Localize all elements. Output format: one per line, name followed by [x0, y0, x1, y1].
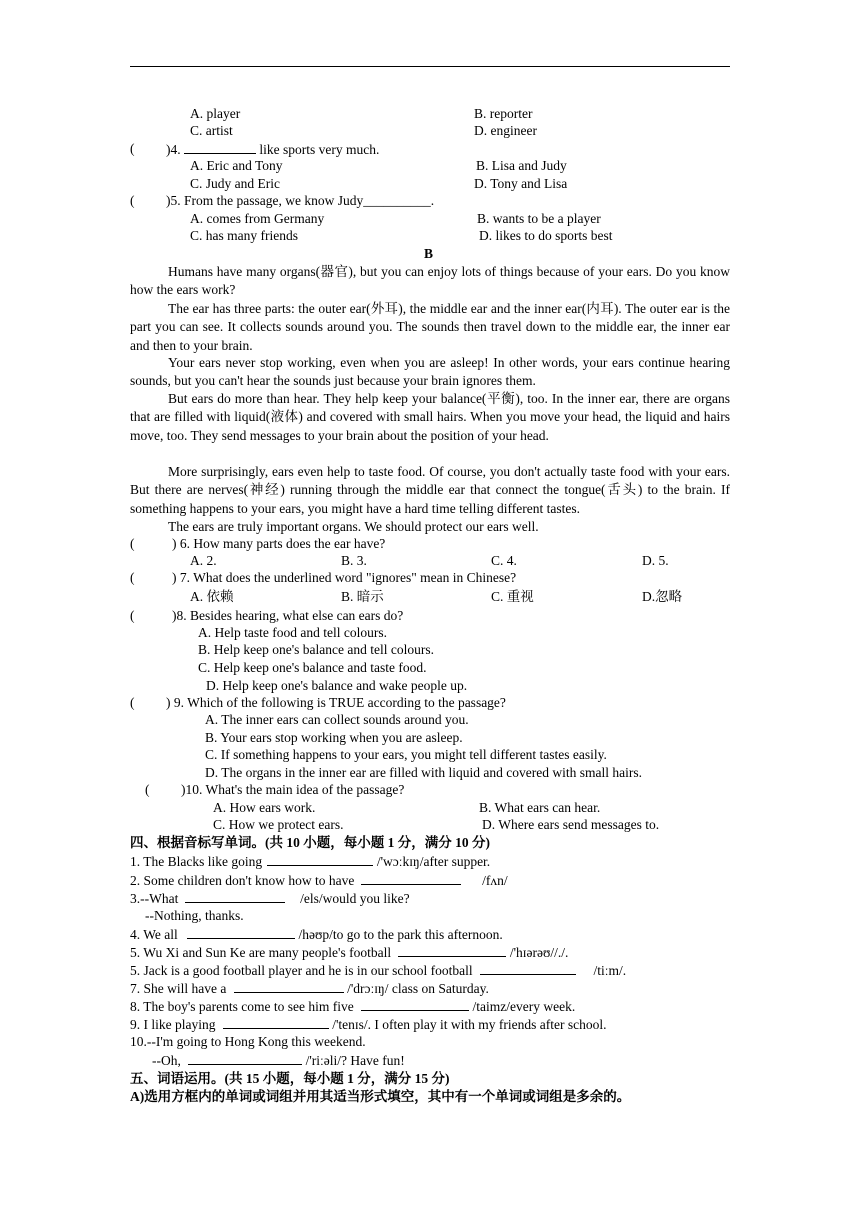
s4-item-7-phonetic: /'drɔːɪŋ/ class on Saturday.: [347, 981, 489, 996]
s4-item-8-phonetic: /taimz/every week.: [472, 999, 576, 1014]
q6-option-b: B. 3.: [341, 553, 367, 568]
s4-item-9: [130, 1016, 606, 1033]
s4-item-5-phonetic: /'hɪərəʊ//./.: [509, 945, 569, 960]
q8-option-b: B. Help keep one's balance and tell colours.: [198, 642, 434, 657]
q4-number: )4.: [166, 142, 181, 157]
s4-item-3-phonetic: /els/would you like?: [300, 891, 410, 906]
s4-item-1-phonetic: /'wɔːkɪŋ/after supper.: [376, 854, 491, 869]
s4-item-2-blank[interactable]: [361, 872, 461, 885]
s4-item-3-reply: --Nothing, thanks.: [145, 908, 244, 923]
s4-item-4-blank[interactable]: [187, 926, 295, 939]
q7-option-a: A. 依赖: [190, 589, 234, 604]
q4-option-d: D. Tony and Lisa: [474, 176, 568, 191]
q10-option-d: D. Where ears send messages to.: [482, 817, 660, 832]
q5-option-b: B. wants to be a player: [477, 211, 601, 226]
q8-stem: )8. Besides hearing, what else can ears do?: [172, 608, 404, 623]
q6-paren: (: [130, 536, 135, 551]
section-b-heading: B: [424, 246, 434, 261]
s4-item-10: 10.--I'm going to Hong Kong this weekend.: [130, 1034, 366, 1049]
passage-paragraph-6: The ears are truly important organs. We should protect our ears well.: [168, 519, 539, 534]
q6-option-c: C. 4.: [491, 553, 517, 568]
section-5-heading: 五、词语运用。(共 15 小题，每小题 1 分，满分 15 分): [130, 1071, 450, 1086]
q7-paren: (: [130, 570, 135, 585]
s4-item-7-text: 7. She will have a: [130, 981, 227, 996]
passage-paragraph-5: More surprisingly, ears even help to taste food. Of course, you don't actually taste food with your ears. But there are nerves(神经) running through the middle ear that connect the tongue(舌头) to the brain. If something happens to your ears, you might have a hard time telling different tastes.: [130, 464, 730, 516]
s4-item-8-text: 8. The boy's parents come to see him five: [130, 999, 354, 1014]
passage-paragraph-1: Humans have many organs(器官), but you can enjoy lots of things because of your ears. Do you know how the ears work?: [130, 264, 730, 298]
s4-item-4-text: 4. We all: [130, 927, 178, 942]
q8-option-a: A. Help taste food and tell colours.: [198, 625, 387, 640]
passage-paragraph-3: Your ears never stop working, even when you are asleep! In other words, your ears continue hearing sounds, but you can't hear the sounds just because your brain ignores them.: [130, 355, 730, 389]
q9-paren: (: [130, 695, 135, 710]
section-4-heading: 四、根据音标写单词。(共 10 小题，每小题 1 分，满分 10 分): [130, 835, 490, 850]
s4-item-8: [130, 998, 575, 1015]
s4-item-8-blank[interactable]: [361, 998, 469, 1011]
q3-option-d: D. engineer: [474, 123, 537, 138]
s4-item-3: [130, 890, 410, 907]
q5-option-d: D. likes to do sports best: [479, 228, 613, 243]
section-5-subheading: A)选用方框内的单词或词组并用其适当形式填空，其中有一个单词或词组是多余的。: [130, 1089, 631, 1104]
q3-option-c: C. artist: [190, 123, 233, 138]
s4-item-5-blank[interactable]: [398, 944, 506, 957]
s4-item-3-text: 3.--What: [130, 891, 179, 906]
q5-stem: )5. From the passage, we know Judy__________.: [166, 193, 435, 208]
passage-paragraph-2: The ear has three parts: the outer ear(外耳), the middle ear and the inner ear(内耳). The outer ear is the part you can see. It collects sounds around you. The sounds then travel down to the middle ear, the inner ear and then to your brain.: [130, 301, 730, 353]
s4-item-6: [130, 962, 626, 979]
q9-option-a: A. The inner ears can collect sounds around you.: [205, 712, 469, 727]
s4-item-6-text: 5. Jack is a good football player and he is in our school football: [130, 963, 473, 978]
header-rule: [130, 66, 730, 67]
q10-option-a: A. How ears work.: [213, 800, 316, 815]
q7-option-b: B. 暗示: [341, 589, 384, 604]
s4-item-9-text: 9. I like playing: [130, 1017, 216, 1032]
s4-item-7-blank[interactable]: [234, 980, 344, 993]
q9-option-b: B. Your ears stop working when you are asleep.: [205, 730, 463, 745]
q5-paren: (: [130, 193, 135, 208]
s4-item-4: [130, 926, 503, 943]
q7-option-c: C. 重视: [491, 589, 534, 604]
q4-stem-wrap: [166, 141, 379, 158]
s4-item-9-blank[interactable]: [223, 1016, 329, 1029]
q9-stem: ) 9. Which of the following is TRUE according to the passage?: [166, 695, 506, 710]
s4-item-7: [130, 980, 489, 997]
q4-stem: like sports very much.: [259, 142, 380, 157]
s4-item-6-blank[interactable]: [480, 962, 576, 975]
s4-item-5: [130, 944, 568, 961]
q9-option-c: C. If something happens to your ears, you might tell different tastes easily.: [205, 747, 607, 762]
s4-item-2-phonetic: /fʌn/: [482, 873, 508, 888]
s4-item-10-reply: [152, 1052, 405, 1069]
q8-option-d: D. Help keep one's balance and wake people up.: [206, 678, 468, 693]
s4-item-2: [130, 872, 508, 889]
q7-option-d: D.忽略: [642, 589, 683, 604]
q6-option-d: D. 5.: [642, 553, 669, 568]
q10-option-b: B. What ears can hear.: [479, 800, 601, 815]
s4-item-6-phonetic: /tiːm/.: [593, 963, 627, 978]
s4-item-5-text: 5. Wu Xi and Sun Ke are many people's football: [130, 945, 392, 960]
q8-option-c: C. Help keep one's balance and taste food.: [198, 660, 427, 675]
q5-option-c: C. has many friends: [190, 228, 298, 243]
s4-item-1-blank[interactable]: [267, 853, 373, 866]
s4-item-10-reply-text: --Oh,: [152, 1053, 181, 1068]
q4-option-a: A. Eric and Tony: [190, 158, 283, 173]
s4-item-1-text: 1. The Blacks like going: [130, 854, 263, 869]
q4-option-b: B. Lisa and Judy: [476, 158, 567, 173]
s4-item-10-blank[interactable]: [188, 1052, 302, 1065]
q3-option-b: B. reporter: [474, 106, 533, 121]
q10-stem: )10. What's the main idea of the passage?: [181, 782, 405, 797]
q7-stem: ) 7. What does the underlined word "ignores" mean in Chinese?: [172, 570, 517, 585]
s4-item-10-phonetic: /'riːəli/? Have fun!: [305, 1053, 405, 1068]
s4-item-9-phonetic: /'tenɪs/. I often play it with my friends after school.: [332, 1017, 607, 1032]
q8-paren: (: [130, 608, 135, 623]
q6-stem: ) 6. How many parts does the ear have?: [172, 536, 386, 551]
q5-option-a: A. comes from Germany: [190, 211, 325, 226]
s4-item-1: [130, 853, 490, 870]
q4-paren: (: [130, 141, 135, 156]
passage-paragraph-4: But ears do more than hear. They help keep your balance(平衡), too. In the inner ear, there are organs that are filled with liquid(液体) and covered with small hairs. When you move your head, the liquid and hairs move, too. They send messages to your brain about the position of your head.: [130, 391, 730, 443]
q10-paren: (: [145, 782, 150, 797]
q9-option-d: D. The organs in the inner ear are filled with liquid and covered with small hairs.: [205, 765, 643, 780]
q4-answer-blank[interactable]: [184, 141, 256, 154]
q6-option-a: A. 2.: [190, 553, 217, 568]
q10-option-c: C. How we protect ears.: [213, 817, 344, 832]
q3-option-a: A. player: [190, 106, 241, 121]
s4-item-2-text: 2. Some children don't know how to have: [130, 873, 355, 888]
q4-option-c: C. Judy and Eric: [190, 176, 280, 191]
s4-item-4-phonetic: /həʊp/to go to the park this afternoon.: [298, 927, 503, 942]
s4-item-3-blank[interactable]: [185, 890, 285, 903]
